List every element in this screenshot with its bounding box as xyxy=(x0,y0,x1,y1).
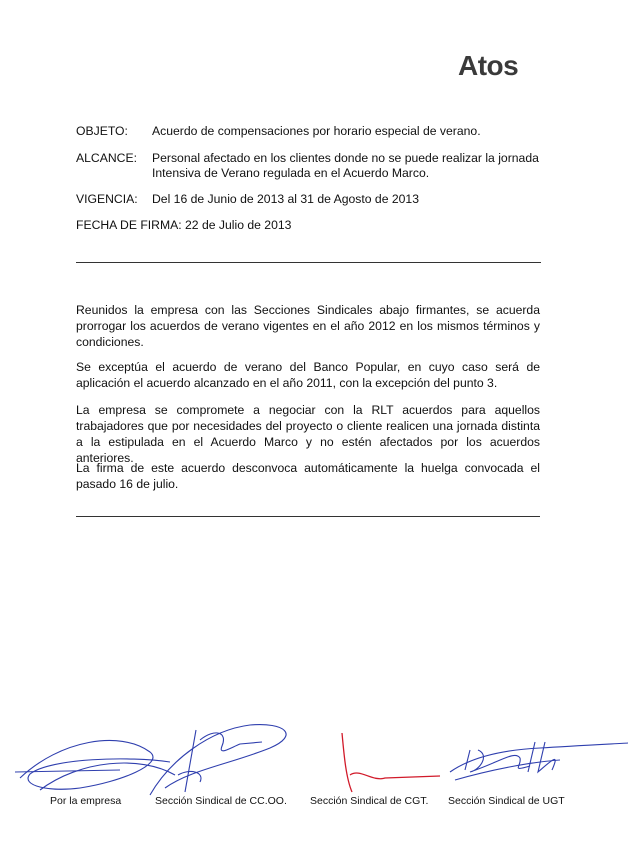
atos-logo-graphic xyxy=(458,45,538,85)
signature-label-ugt: Sección Sindical de UGT xyxy=(448,795,565,807)
objeto-label: OBJETO: xyxy=(76,124,128,138)
vigencia-label: VIGENCIA: xyxy=(76,192,138,206)
fecha-firma: FECHA DE FIRMA: 22 de Julio de 2013 xyxy=(76,218,292,232)
ccoo-signature xyxy=(150,725,286,795)
alcance-value-line2: Intensiva de Verano regulada en el Acuerdo Marco. xyxy=(152,166,430,180)
signature-label-empresa: Por la empresa xyxy=(50,795,122,807)
vigencia-value: Del 16 de Junio de 2013 al 31 de Agosto de 2013 xyxy=(152,192,419,206)
ugt-signature xyxy=(450,742,628,780)
signature-label-cgt: Sección Sindical de CGT. xyxy=(310,795,429,807)
svg-text:Atos: Atos xyxy=(458,50,519,81)
cgt-signature xyxy=(342,733,440,792)
objeto-value: Acuerdo de compensaciones por horario especial de verano. xyxy=(152,124,481,138)
paragraph-3: La empresa se compromete a negociar con la RLT acuerdos para aquellos trabajadores que por necesidades del proyecto o cliente realicen una jornada distinta a la estipulada en el Acuerdo Marco y no estén afectados por los acuerdos anteriores. xyxy=(76,403,540,465)
atos-logo xyxy=(458,45,538,85)
divider-top xyxy=(76,262,541,263)
paragraph-1: Reunidos la empresa con las Secciones Sindicales abajo firmantes, se acuerda prorrogar los acuerdos de verano vigentes en el año 2012 en los mismos términos y condiciones. xyxy=(76,303,540,349)
signature-label-ccoo: Sección Sindical de CC.OO. xyxy=(155,795,287,807)
divider-bottom xyxy=(76,516,540,517)
empresa-signature xyxy=(15,740,175,790)
alcance-value-line1: Personal afectado en los clientes donde no se puede realizar la jornada xyxy=(152,151,539,165)
paragraph-2: Se exceptúa el acuerdo de verano del Banco Popular, en cuyo caso será de aplicación el acuerdo alcanzado en el año 2011, con la excepción del punto 3. xyxy=(76,360,540,390)
paragraph-4: La firma de este acuerdo desconvoca automáticamente la huelga convocada el pasado 16 de julio. xyxy=(76,461,540,491)
alcance-label: ALCANCE: xyxy=(76,151,137,165)
